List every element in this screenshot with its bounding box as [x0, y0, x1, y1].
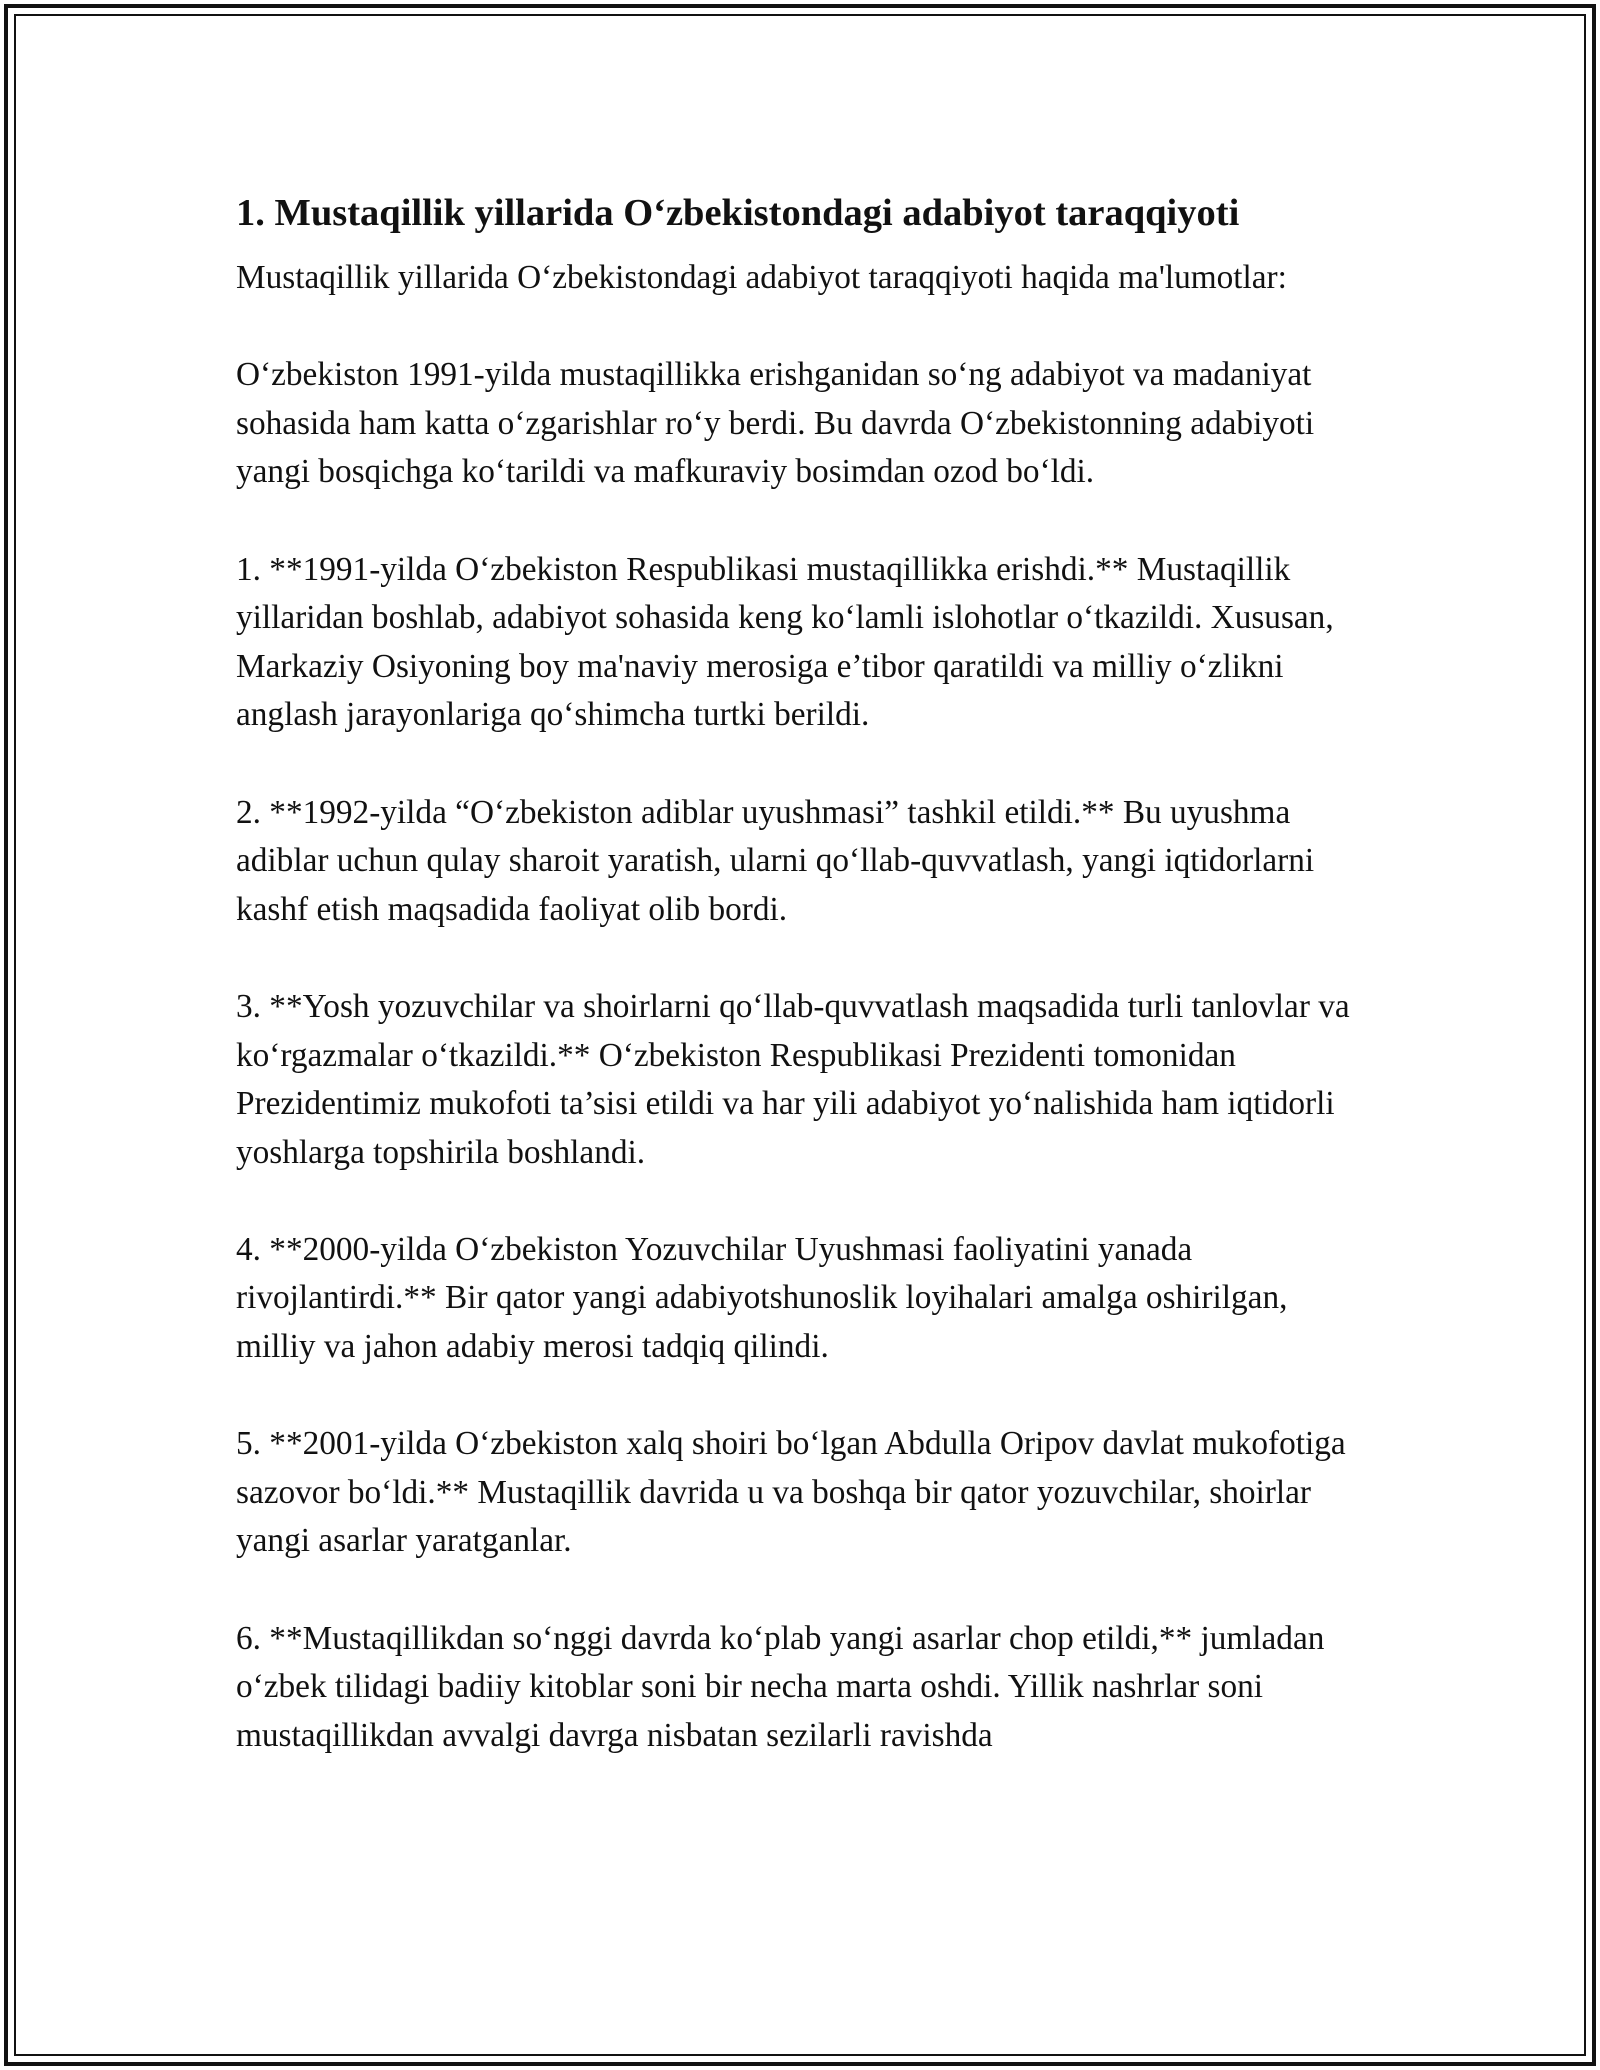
- list-item-1: 1. **1991-yilda O‘zbekiston Respublikasi mustaqillikka erishdi.** Mustaqillik yillaridan boshlab, adabiyot sohasida keng ko‘lamli islohotlar o‘tkazildi. Xususan, Markaziy Osiyoning boy ma'naviy merosiga e’tibor qaratildi va milliy o‘zlikni anglash jarayonlariga qo‘shimcha turtki berildi.: [236, 550, 1334, 734]
- list-item-5: 5. **2001-yilda O‘zbekiston xalq shoiri bo‘lgan Abdulla Oripov davlat mukofotiga sazovor bo‘ldi.** Mustaqillik davrida u va boshqa bir qator yozuvchilar, shoirlar yangi asarlar yaratganlar.: [236, 1425, 1346, 1560]
- list-item-6: 6. **Mustaqillikdan so‘nggi davrda ko‘plab yangi asarlar chop etildi,** jumladan o‘zbek tilidagi badiiy kitoblar soni bir necha marta oshdi. Yillik nashrlar soni mustaqillikdan avvalgi davrga nisbatan sezilarli ravishda: [236, 1619, 1325, 1754]
- list-item-4: 4. **2000-yilda O‘zbekiston Yozuvchilar Uyushmasi faoliyatini yanada rivojlantirdi.** Bir qator yangi adabiyotshunoslik loyihalari amalga oshirilgan, milliy va jahon adabiy merosi tadqiq qilindi.: [236, 1230, 1288, 1366]
- list-item-2: 2. **1992-yilda “O‘zbekiston adiblar uyushmasi” tashkil etildi.** Bu uyushma adiblar uchun qulay sharoit yaratish, ularni qo‘llab-quvvatlash, yangi iqtidorlarni kashf etish maqsadida faoliyat olib bordi.: [236, 793, 1315, 928]
- list-item-3: 3. **Yosh yozuvchilar va shoirlarni qo‘llab-quvvatlash maqsadida turli tanlovlar va ko‘rgazmalar o‘tkazildi.** O‘zbekiston Respublikasi Prezidenti tomonidan Prezidentimiz mukofoti ta’sisi etildi va har yili adabiyot yo‘nalishida ham iqtidorli yoshlarga topshirila boshlandi.: [236, 987, 1350, 1171]
- document-title: 1. Mustaqillik yillarida O‘zbekistondagi adabiyot taraqqiyoti: [236, 192, 1240, 234]
- document-body: [236, 186, 1366, 1760]
- intro-paragraph: Mustaqillik yillarida O‘zbekistondagi adabiyot taraqqiyoti haqida ma'lumotlar:: [236, 259, 1287, 296]
- overview-paragraph: O‘zbekiston 1991-yilda mustaqillikka erishganidan so‘ng adabiyot va madaniyat sohasida ham katta o‘zgarishlar ro‘y berdi. Bu davrda O‘zbekistonning adabiyoti yangi bosqichga ko‘tarildi va mafkuraviy bosimdan ozod bo‘ldi.: [236, 356, 1315, 491]
